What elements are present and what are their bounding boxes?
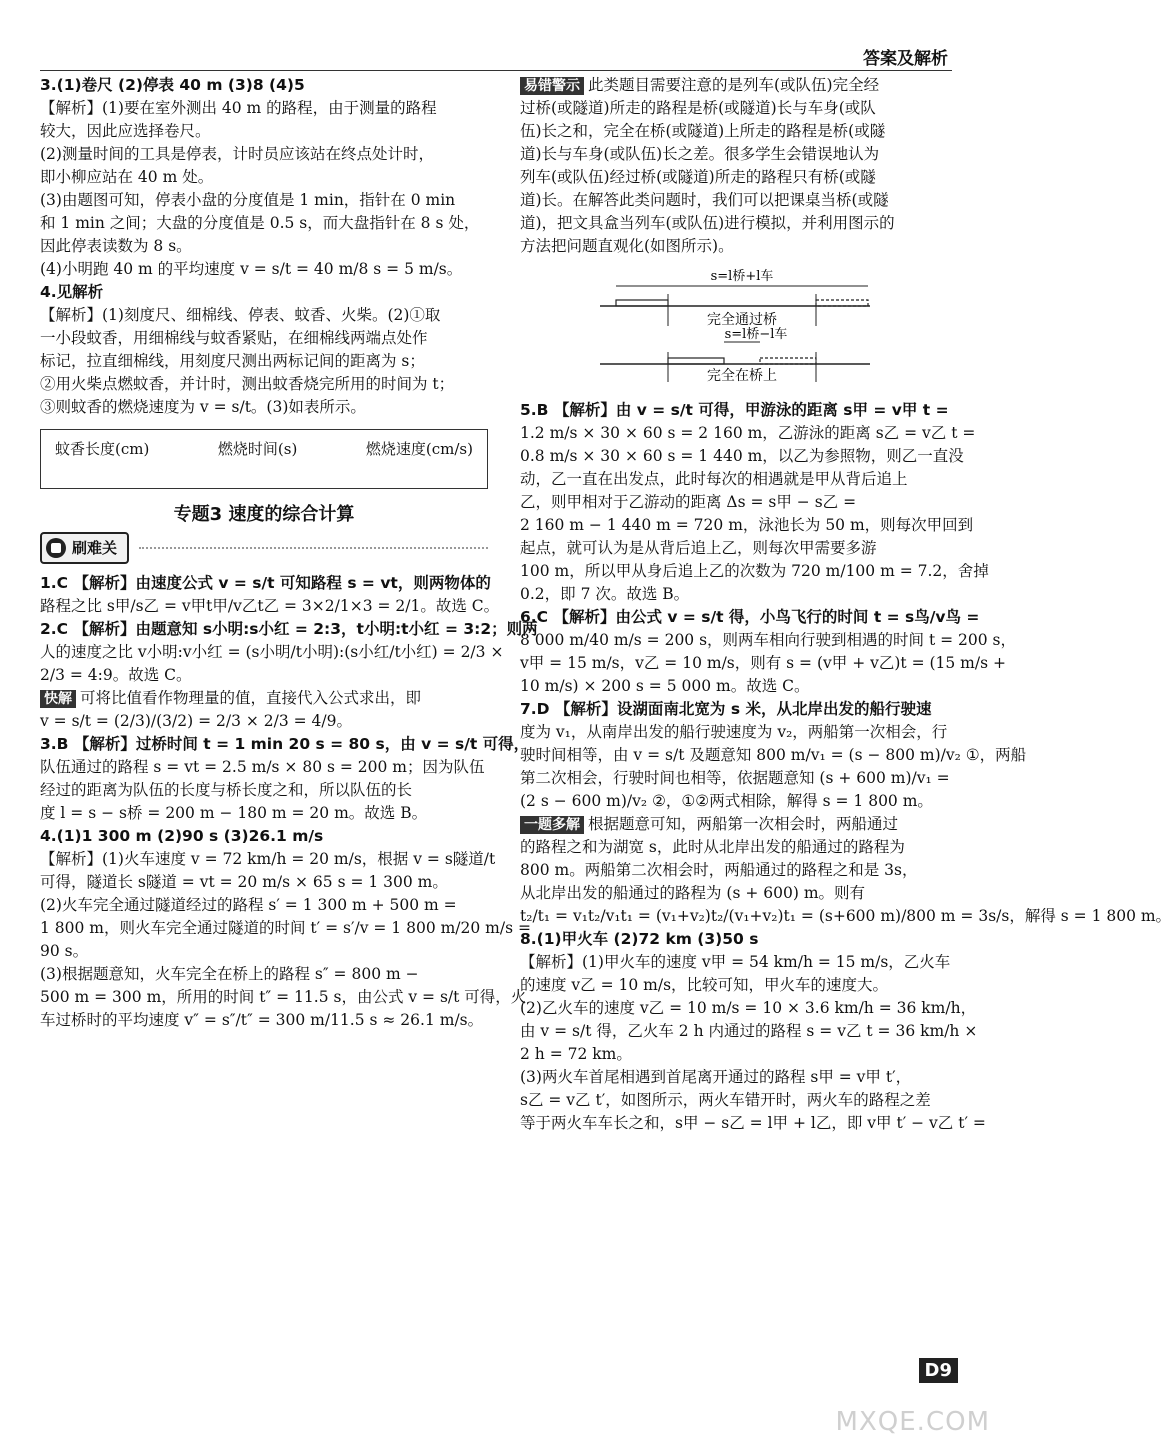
header-rule (40, 70, 952, 71)
text-line: 道)长与车身(或队伍)长之差。很多学生会错误地认为 (520, 145, 880, 163)
text-line: ②用火柴点燃蚊香，并计时，测出蚊香烧完所用的时间为 t； (40, 375, 455, 393)
text-line: 4.(1)1 300 m (2)90 s (3)26.1 m/s (40, 827, 324, 845)
left-answers-part1 (40, 74, 488, 419)
text-line: 动，乙一直在出发点，此时每次的相遇就是甲从背后追上 (520, 470, 908, 488)
text-line: (2)乙火车的速度 v乙 = 10 m/s = 10 × 3.6 km/h = 36 km/h， (520, 999, 977, 1017)
text-line: 2 160 m − 1 440 m = 720 m，泳池长为 50 m，则每次甲回到 (520, 516, 974, 534)
text-line: 1.2 m/s × 30 × 60 s = 2 160 m，乙游泳的距离 s乙 = v乙 t = (520, 424, 976, 442)
text-line: 2/3 = 4:9。故选 C。 (40, 666, 192, 684)
text-line: 100 m，所以甲从身后追上乙的次数为 720 m/100 m = 7.2，舍掉 (520, 562, 989, 580)
text-line: 较大，因此应选择卷尺。 (40, 122, 211, 140)
text-line: 驶时间相等，由 v = s/t 及题意知 800 m/v₁ = (s − 800 m)/v₂ ①，两船 (520, 746, 1027, 764)
text-line: (2 s − 600 m)/v₂ ②，①②两式相除，解得 s = 1 800 m。 (520, 792, 933, 810)
mosquito-coil-table (40, 429, 488, 489)
text-line (40, 687, 488, 710)
note-text: 此类题目需要注意的是列车(或队伍)完全经 (588, 76, 880, 94)
text-line: (2)火车完全通过隧道经过的路程 s′ = 1 300 m + 500 m = (40, 896, 457, 914)
right-answers-part1 (520, 74, 954, 258)
text-line: 3.(1)卷尺 (2)停表 40 m (3)8 (4)5 (40, 76, 305, 94)
text-line: 过桥(或隧道)所走的路程是桥(或隧道)长与车身(或队 (520, 99, 876, 117)
text-line: 由 v = s/t 得，乙火车 2 h 内通过的路程 s = v乙 t = 36 km/h × (520, 1022, 978, 1040)
text-line: 方法把问题直观化(如图所示)。 (520, 237, 734, 255)
table-header-time: 燃烧时间(s) (217, 440, 298, 458)
text-line: 经过的距离为队伍的长度与桥长度之和，所以队伍的长 (40, 781, 413, 799)
text-line: 【解析】(1)甲火车的速度 v甲 = 54 km/h = 15 m/s，乙火车 (520, 953, 951, 971)
difficulty-badge (40, 532, 129, 564)
text-line: 0.8 m/s × 30 × 60 s = 1 440 m，以乙为参照物，则乙一直没 (520, 447, 964, 465)
table-header-speed: 燃烧速度(cm/s) (365, 440, 473, 458)
text-line: 一小段蚊香，用细棉线与蚊香紧贴，在细棉线两端点处作 (40, 329, 428, 347)
text-line: 的速度 v乙 = 10 m/s，比较可知，甲火车的速度大。 (520, 976, 889, 994)
text-line: 8.(1)甲火车 (2)72 km (3)50 s (520, 930, 759, 948)
text-line: 即小柳应站在 40 m 处。 (40, 168, 214, 186)
difficulty-badge-row (40, 532, 488, 564)
page-header-title: 答案及解析 (863, 49, 948, 69)
bridge-diagram-svg (520, 264, 954, 384)
text-line: 90 s。 (40, 942, 89, 960)
text-line: 【解析】(1)火车速度 v = 72 km/h = 20 m/s，根据 v = s隧道/t (40, 850, 496, 868)
text-line: s乙 = v乙 t′，如图所示，两火车错开时，两火车的路程之差 (520, 1091, 931, 1109)
text-line: t₂/t₁ = v₁t₂/v₁t₁ = (v₁+v₂)t₂/(v₁+v₂)t₁ = (s+600 m)/800 m = 3s/s，解得 s = 1 800 m。 (520, 907, 1171, 925)
text-line: (3)由题图可知，停表小盘的分度值是 1 min，指针在 0 min (40, 191, 456, 209)
page-number: D9 (919, 1358, 958, 1383)
dotted-divider (139, 547, 488, 549)
text-line: 【解析】(1)刻度尺、细棉线、停表、蚊香、火柴。(2)①取 (40, 306, 441, 324)
text-line: 6.C 【解析】由公式 v = s/t 得，小鸟飞行的时间 t = s鸟/v鸟 = (520, 608, 980, 626)
text-line: v = s/t = (2/3)/(3/2) = 2/3 × 2/3 = 4/9。 (40, 712, 353, 730)
text-line: 度为 v₁，从南岸出发的船行驶速度为 v₂，两船第一次相会，行 (520, 723, 948, 741)
diagram-bottom-caption: 完全在桥上 (707, 368, 777, 384)
badge-label: 刷难关 (72, 538, 118, 557)
text-line: 4.见解析 (40, 283, 104, 301)
text-line: 800 m。两船第二次相会时，两船通过的路程之和是 3s， (520, 861, 918, 879)
text-line: 【解析】(1)要在室外测出 40 m 的路程，由于测量的路程 (40, 99, 437, 117)
text-line: 人的速度之比 v小明:v小红 = (s小明/t小明):(s小红/t小红) = 2/3 × (40, 643, 504, 661)
text-line: 可得，隧道长 s隧道 = vt = 20 m/s × 65 s = 1 300 m。 (40, 873, 448, 891)
text-line: 起点，就可认为是从背后追上乙，则每次甲需要多游 (520, 539, 877, 557)
bridge-diagram (520, 264, 954, 391)
text-line: 路程之比 s甲/s乙 = v甲t甲/v乙t乙 = 3×2/1×3 = 2/1。故选 C。 (40, 597, 500, 615)
diagram-top-caption: 完全通过桥 (707, 312, 777, 328)
text-line (520, 74, 954, 97)
note-tag: 一题多解 (520, 816, 584, 834)
text-line: 的路程之和为湖宽 s，此时从北岸出发的船通过的路程为 (520, 838, 905, 856)
text-line: (2)测量时间的工具是停表，计时员应该站在终点处计时， (40, 145, 434, 163)
note-tag: 快解 (40, 690, 76, 708)
text-line (520, 813, 954, 836)
right-answers-part2 (520, 399, 1171, 1135)
text-line: 乙，则甲相对于乙游动的距离 Δs = s甲 − s乙 = (520, 493, 857, 511)
text-line: 车过桥时的平均速度 v″ = s″/t″ = 300 m/11.5 s ≈ 26.1 m/s。 (40, 1011, 484, 1029)
section-title: 专题3 速度的综合计算 (173, 504, 355, 525)
text-line: 道)长。在解答此类问题时，我们可以把课桌当桥(或隧 (520, 191, 889, 209)
diagram-bottom-label: s=l桥−l车 (724, 327, 788, 342)
right-column (520, 74, 1171, 1135)
text-line: 2.C 【解析】由题意知 s小明:s小红 = 2:3，t小明:t小红 = 3:2；则两 (40, 620, 538, 638)
left-column (40, 74, 538, 1032)
text-line: 1 800 m，则火车完全通过隧道的时间 t′ = s′/v = 1 800 m/20 m/s = (40, 919, 531, 937)
watermark-logo: MXQE.COM (835, 1407, 990, 1437)
text-line: 标记，拉直细棉线，用刻度尺测出两标记间的距离为 s； (40, 352, 425, 370)
text-line: 等于两火车车长之和，s甲 − s乙 = l甲 + l乙，即 v甲 t′ − v乙 t′ = (520, 1114, 986, 1132)
text-line: 5.B 【解析】由 v = s/t 可得，甲游泳的距离 s甲 = v甲 t = (520, 401, 949, 419)
text-line: 10 m/s) × 200 s = 5 000 m。故选 C。 (520, 677, 810, 695)
text-line: 3.B 【解析】过桥时间 t = 1 min 20 s = 80 s，由 v = s/t 可得， (40, 735, 530, 753)
diagram-top-label: s=l桥+l车 (710, 269, 774, 284)
text-line: 从北岸出发的船通过的路程为 (s + 600) m。则有 (520, 884, 866, 902)
text-line: 第二次相会，行驶时间也相等，依据题意知 (s + 600 m)/v₁ = (520, 769, 950, 787)
text-line: 伍)长之和，完全在桥(或隧道)上所走的路程是桥(或隧 (520, 122, 886, 140)
text-line: 500 m = 300 m，所用的时间 t″ = 11.5 s，由公式 v = s/t 可得，火 (40, 988, 527, 1006)
note-text: 根据题意可知，两船第一次相会时，两船通过 (588, 815, 899, 833)
text-line: 和 1 min 之间；大盘的分度值是 0.5 s，而大盘指针在 8 s 处， (40, 214, 480, 232)
note-tag: 易错警示 (520, 77, 584, 95)
pen-icon (46, 538, 66, 558)
text-line: 道)，把文具盒当列车(或队伍)进行模拟，并利用图示的 (520, 214, 895, 232)
text-line: 7.D 【解析】设湖面南北宽为 s 米，从北岸出发的船行驶速 (520, 700, 932, 718)
text-line: 1.C 【解析】由速度公式 v = s/t 可知路程 s = vt，则两物体的 (40, 574, 491, 592)
text-line: ③则蚊香的燃烧速度为 v = s/t。(3)如表所示。 (40, 398, 366, 416)
text-line: (4)小明跑 40 m 的平均速度 v = s/t = 40 m/8 s = 5 m/s。 (40, 260, 463, 278)
text-line: 8 000 m/40 m/s = 200 s，则两车相向行驶到相遇的时间 t = 200 s， (520, 631, 1017, 649)
note-text: 可将比值看作物理量的值，直接代入公式求出，即 (80, 689, 422, 707)
text-line: 队伍通过的路程 s = vt = 2.5 m/s × 80 s = 200 m；因为队伍 (40, 758, 485, 776)
text-line: 因此停表读数为 8 s。 (40, 237, 192, 255)
text-line: 0.2，即 7 次。故选 B。 (520, 585, 690, 603)
text-line: (3)两火车首尾相遇到首尾离开通过的路程 s甲 = v甲 t′， (520, 1068, 912, 1086)
text-line: (3)根据题意知，火车完全在桥上的路程 s″ = 800 m − (40, 965, 419, 983)
text-line: 2 h = 72 km。 (520, 1045, 632, 1063)
text-line: v甲 = 15 m/s，v乙 = 10 m/s，则有 s = (v甲 + v乙)t = (15 m/s + (520, 654, 1006, 672)
text-line: 列车(或队伍)经过桥(或隧道)所走的路程只有桥(或隧 (520, 168, 876, 186)
text-line: 度 l = s − s桥 = 200 m − 180 m = 20 m。故选 B。 (40, 804, 428, 822)
left-answers-part2 (40, 572, 538, 1032)
table-header-length: 蚊香长度(cm) (55, 440, 150, 458)
